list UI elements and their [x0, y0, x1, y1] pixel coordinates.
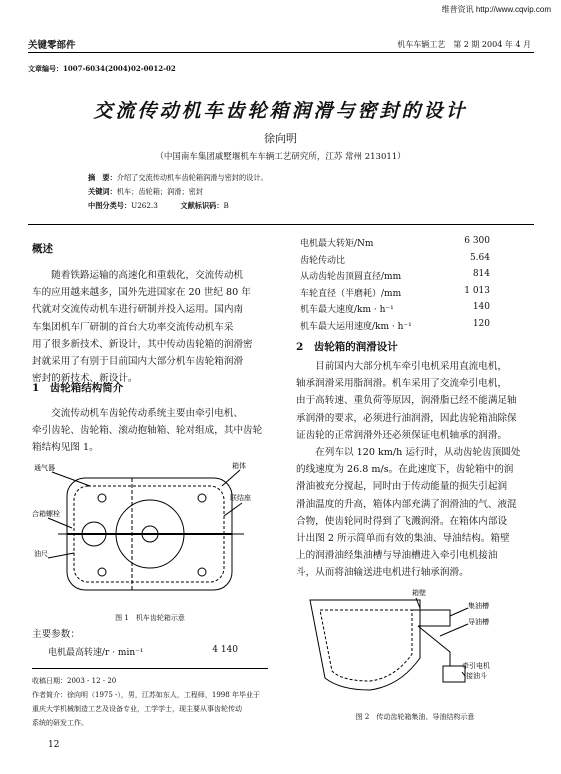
watermark: 维普资讯 http://www.cqvip.com — [441, 5, 551, 14]
param-row: 车轮直径（半磨耗）/mm 1 013 — [300, 285, 490, 299]
param-row: 机车最大速度/km · h⁻¹ 140 — [300, 302, 490, 315]
author: 徐向明 — [264, 132, 297, 145]
param-row: 机车最大运用速度/km · h⁻¹ 120 — [300, 318, 490, 332]
param-row: 从动齿轮齿顶圆直径/mm 814 — [300, 269, 490, 282]
params-heading: 主要参数： — [32, 629, 80, 640]
fig1-label-dipstick: 油尺 — [34, 550, 48, 558]
fig1-label-bolt: 合箱螺栓 — [32, 510, 60, 518]
param-row: 电机最大转矩/Nm 6 300 — [300, 236, 490, 249]
figure-1-gearbox-diagram — [32, 458, 268, 608]
classification: 中图分类号：U262.3 文献标识码：B — [88, 201, 229, 210]
section-2-heading: 2 齿轮箱的润滑设计 — [296, 341, 398, 353]
affiliation: （中国南车集团戚墅堰机车车辆工艺研究所，江苏 常州 213011） — [155, 152, 406, 162]
param-row: 电机最高转速/r · min⁻¹ 4 140 — [48, 645, 238, 658]
figure-1-caption: 图 1 机车齿轮箱示意 — [115, 614, 185, 622]
section-2-text: 目前国内大部分机车牵引电机采用直流电机， 轴承润滑采用脂润滑。机车采用了交流牵引电机， 由于高转速、重负荷等原因，润滑脂已经不能满足轴 承润滑的要求，必须进行油润滑，因此齿轮箱油除保 证齿轮的正常润滑外还必须保证电机轴承的润滑。 在列车以 120 km/h 运行时，从动齿轮齿顶圆处 的线速度为 26.8 m/s。在此速度下，齿轮箱中的润 滑油被充分搅起，同时由于传动能量的损失引起润 滑油温度的升高，箱体内部充满了润滑油的气、液混 合物，使齿轮同时得到了飞溅润滑。在箱体内部设 计出图 2 所示简单而有效的集油、导油结构。箱壁 上的润滑油经集油槽与导油槽进入牵引电机接油 斗，从而将油输送进电机进行轴承润滑。 — [296, 361, 521, 579]
page-number: 12 — [48, 740, 60, 750]
oil-guide-groove — [418, 626, 450, 666]
fig1-label-box: 箱体 — [232, 462, 246, 470]
oil-collecting-groove — [412, 610, 450, 626]
running-header-right: 机车车辆工艺 第 2 期 2004 年 4 月 — [397, 40, 531, 49]
figure-2-caption: 图 2 传动齿轮箱集油、导油结构示意 — [355, 713, 475, 721]
footnote: 收稿日期：2003 - 12 - 20 作者简介：徐向明（1975 -），男，江苏如东人，工程师，1998 年毕业于 重庆大学机械制造工艺及设备专业，工学学士，现主要从事齿轮传动 系统的研发工作。 — [32, 677, 260, 727]
fig2-label-wall: 箱壁 — [412, 589, 426, 597]
gearbox-wall — [310, 600, 420, 690]
keywords: 关键词：机车；齿轮箱；润滑；密封 — [88, 187, 204, 196]
overview-heading: 概述 — [32, 243, 53, 255]
fig2-label-collect-groove: 集油槽 — [468, 602, 489, 610]
section-1-text: 交流传动机车齿轮传动系统主要由牵引电机、 牵引齿轮、齿轮箱、滚动抱轴箱、轮对组成，其中齿轮 箱结构见图 1。 — [32, 408, 263, 454]
header-rule — [28, 52, 534, 53]
article-number: 文章编号：1007-6034(2004)02-0012-02 — [28, 64, 176, 73]
params-table — [300, 236, 490, 335]
section-1-heading: 1 齿轮箱结构简介 — [32, 382, 124, 394]
fig1-label-breather: 通气器 — [34, 464, 55, 472]
fig2-label-bucket: 接油斗 — [466, 672, 487, 680]
fig2-label-guide-groove: 导油槽 — [468, 618, 489, 626]
running-header-left: 关键零部件 — [28, 40, 76, 51]
abstract-rule — [28, 224, 534, 225]
footnote-rule — [32, 668, 268, 669]
figure-2-oil-collection-diagram — [300, 586, 530, 706]
paper-title: 交流传动机车齿轮箱润滑与密封的设计 — [93, 100, 468, 122]
overview-text: 随着铁路运输的高速化和重载化，交流传动机 车的应用越来越多，国外先进国家在 20 世纪 80 年 代就对交流传动机车进行研制并投入运用。国内南 车集团机车厂研制的首台大功率交流传动机车采 用了很多新技术、新设计，其中传动齿轮箱的润滑密 封就采用了有别于目前国内大部分机车齿轮箱润滑 密封的新技术、新设计。 — [32, 270, 253, 385]
fig2-label-motor: 牵引电机 — [462, 662, 490, 670]
param-row: 齿轮传动比 5.64 — [300, 252, 490, 266]
abstract: 摘 要：介绍了交流传动机车齿轮箱润滑与密封的设计。 — [88, 173, 268, 182]
fig1-label-seat: 联结座 — [230, 494, 251, 502]
